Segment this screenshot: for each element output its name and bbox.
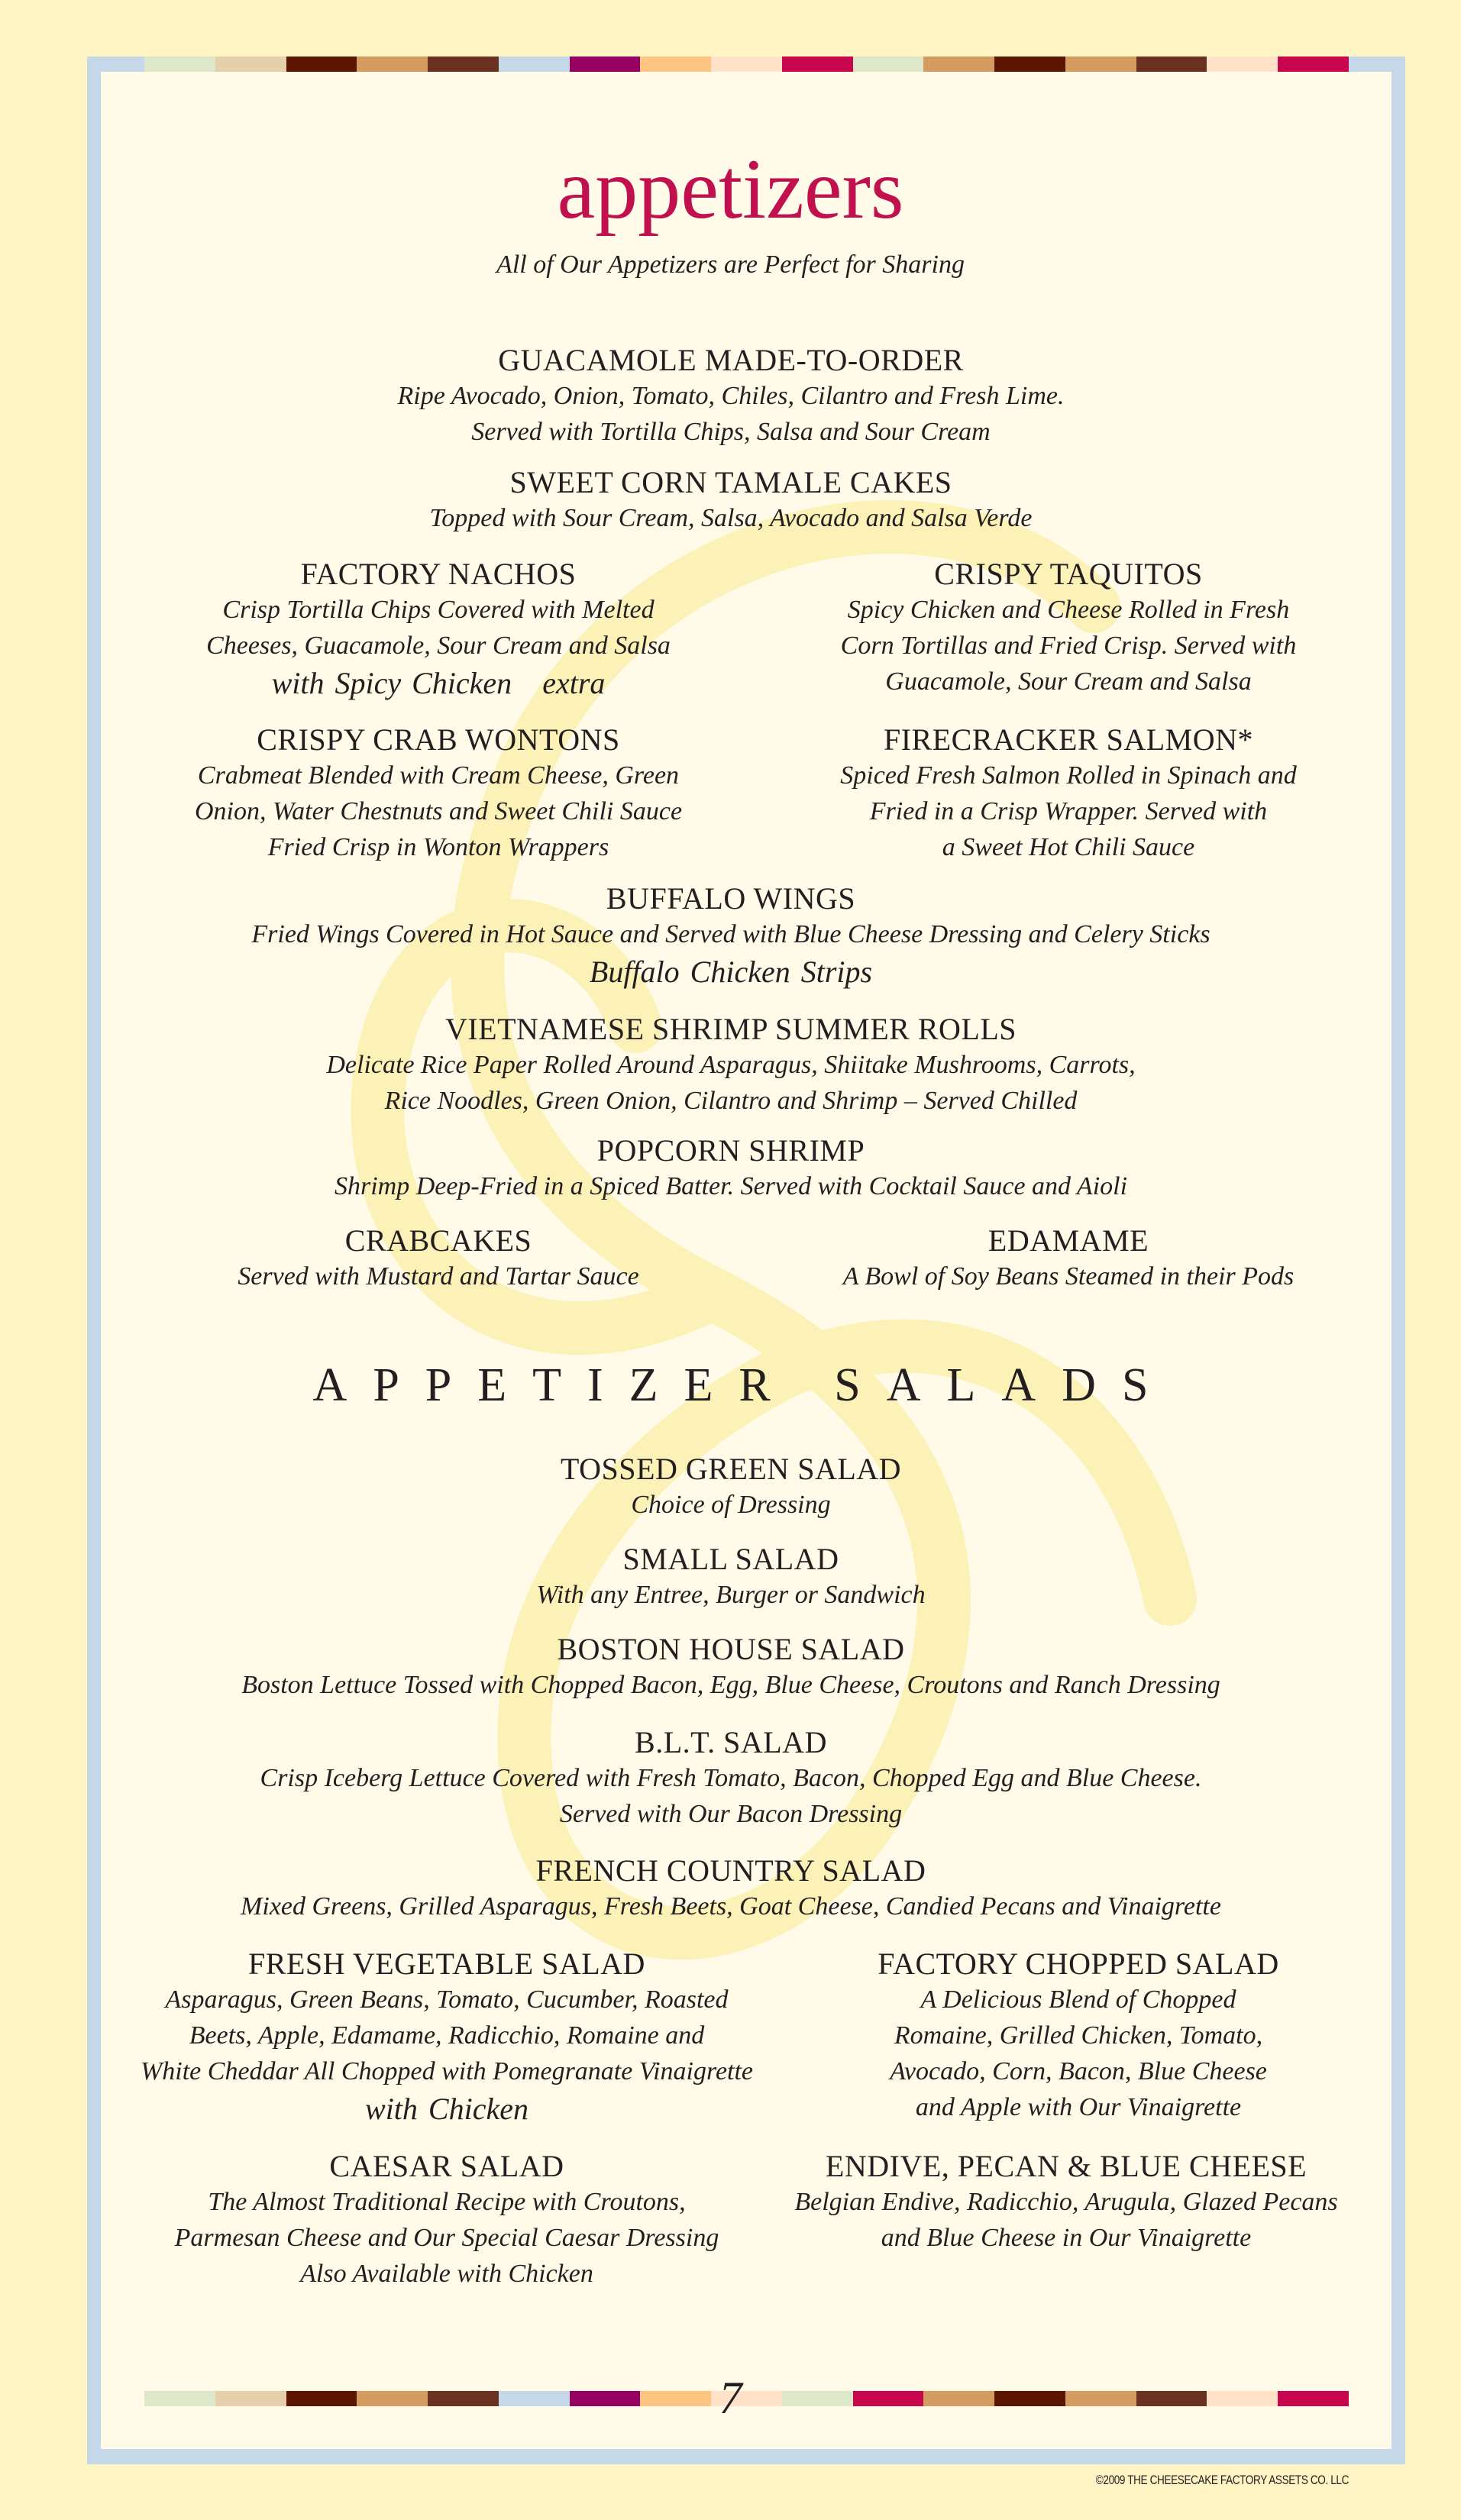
item-description: Served with Our Bacon Dressing xyxy=(559,1800,903,1828)
item-description: White Cheddar All Chopped with Pomegranate Vinaigrette xyxy=(140,2057,754,2085)
item-description: Crisp Iceberg Lettuce Covered with Fresh Tomato, Bacon, Chopped Egg and Blue Cheese. xyxy=(260,1764,1202,1792)
menu-item-caesar-salad xyxy=(175,2148,719,2292)
item-name: SMALL SALAD xyxy=(622,1542,839,1576)
item-description: A Bowl of Soy Beans Steamed in their Pods xyxy=(842,1262,1295,1291)
menu-item-small-salad xyxy=(536,1541,925,1613)
color-swatch xyxy=(286,57,357,72)
menu-item-summer-rolls xyxy=(326,1011,1135,1119)
color-swatch xyxy=(640,57,711,72)
item-description: Parmesan Cheese and Our Special Caesar Dressing xyxy=(174,2224,719,2252)
color-swatch xyxy=(428,57,499,72)
item-name: CAESAR SALAD xyxy=(329,2149,564,2183)
item-description: Fried in a Crisp Wrapper. Served with xyxy=(869,797,1268,825)
item-description: Delicate Rice Paper Rolled Around Asparagus, Shiitake Mushrooms, Carrots, xyxy=(326,1051,1136,1079)
option-label: with Spicy Chicken xyxy=(271,666,512,700)
copyright-notice: ©2009 THE CHEESECAKE FACTORY ASSETS CO. LLC xyxy=(1095,2473,1349,2487)
menu-item-buffalo-wings xyxy=(251,880,1210,992)
item-description: With any Entree, Burger or Sandwich xyxy=(536,1581,926,1609)
menu-item-french-country-salad xyxy=(241,1853,1221,1924)
item-name: CRISPY CRAB WONTONS xyxy=(257,722,620,757)
page-subtitle: All of Our Appetizers are Perfect for Sharing xyxy=(496,250,965,279)
menu-item-blt-salad xyxy=(260,1724,1202,1832)
menu-item-firecracker-salmon xyxy=(840,722,1296,865)
item-description: Beets, Apple, Edamame, Radicchio, Romaine and xyxy=(189,2021,705,2050)
item-description: Guacamole, Sour Cream and Salsa xyxy=(885,667,1252,696)
item-description: Spiced Fresh Salmon Rolled in Spinach and xyxy=(840,761,1297,790)
color-swatch xyxy=(1278,57,1349,72)
top-color-bar xyxy=(144,57,1349,72)
option-note: extra xyxy=(542,666,606,700)
menu-item-endive-pecan-salad xyxy=(794,2148,1337,2256)
item-description: Crisp Tortilla Chips Covered with Melted xyxy=(222,596,655,624)
item-description: Boston Lettuce Tossed with Chopped Bacon, Egg, Blue Cheese, Croutons and Ranch Dressing xyxy=(241,1671,1220,1699)
item-description: Belgian Endive, Radicchio, Arugula, Glazed Pecans xyxy=(794,2188,1338,2216)
item-name: FIRECRACKER SALMON* xyxy=(883,722,1253,757)
item-description: Topped with Sour Cream, Salsa, Avocado and Salsa Verde xyxy=(429,504,1033,532)
item-name: ENDIVE, PECAN & BLUE CHEESE xyxy=(825,2149,1307,2183)
item-description: and Blue Cheese in Our Vinaigrette xyxy=(881,2224,1252,2252)
item-option xyxy=(206,664,671,703)
item-description: Fried Crisp in Wonton Wrappers xyxy=(267,833,609,861)
menu-item-boston-house-salad xyxy=(241,1631,1220,1703)
menu-item-guacamole xyxy=(398,342,1065,450)
item-name: GUACAMOLE MADE-TO-ORDER xyxy=(498,343,964,377)
color-swatch xyxy=(357,57,428,72)
item-description: Mixed Greens, Grilled Asparagus, Fresh Beets, Goat Cheese, Candied Pecans and Vinaigrette xyxy=(241,1892,1221,1921)
item-option: with Chicken xyxy=(365,2092,528,2126)
item-description: Romaine, Grilled Chicken, Tomato, xyxy=(894,2021,1263,2050)
color-swatch xyxy=(782,57,853,72)
item-name: BOSTON HOUSE SALAD xyxy=(557,1632,905,1666)
menu-item-fresh-vegetable-salad xyxy=(141,1946,753,2129)
item-description: and Apple with Our Vinaigrette xyxy=(915,2093,1242,2121)
item-name: FRESH VEGETABLE SALAD xyxy=(248,1947,645,1981)
item-description: Asparagus, Green Beans, Tomato, Cucumber, Roasted xyxy=(165,1985,729,2014)
item-name: FACTORY NACHOS xyxy=(300,557,577,591)
item-name: BUFFALO WINGS xyxy=(606,881,856,916)
page-title: appetizers xyxy=(557,142,904,237)
item-description: Also Available with Chicken xyxy=(300,2260,593,2288)
color-swatch xyxy=(994,57,1065,72)
item-name: EDAMAME xyxy=(987,1223,1149,1258)
item-option: Buffalo Chicken Strips xyxy=(589,955,873,989)
color-swatch xyxy=(923,57,994,72)
item-description: Fried Wings Covered in Hot Sauce and Served with Blue Cheese Dressing and Celery Sticks xyxy=(251,920,1210,948)
color-swatch xyxy=(1136,57,1207,72)
color-swatch xyxy=(144,57,215,72)
menu-item-taquitos xyxy=(841,556,1297,699)
item-description: a Sweet Hot Chili Sauce xyxy=(942,833,1195,861)
item-description: Served with Tortilla Chips, Salsa and Sour Cream xyxy=(471,418,991,446)
item-description: Rice Noodles, Green Onion, Cilantro and Shrimp – Served Chilled xyxy=(384,1087,1078,1115)
item-name: CRISPY TAQUITOS xyxy=(934,557,1203,591)
color-swatch xyxy=(1207,57,1278,72)
section-heading-appetizer-salads: APPETIZER SALADS xyxy=(312,1359,1175,1411)
item-description: Ripe Avocado, Onion, Tomato, Chiles, Cilantro and Fresh Lime. xyxy=(397,382,1065,410)
item-description: Shrimp Deep-Fried in a Spiced Batter. Served with Cocktail Sauce and Aioli xyxy=(334,1172,1128,1200)
menu-item-tossed-green-salad xyxy=(561,1451,901,1523)
color-swatch xyxy=(499,57,570,72)
menu-item-crab-wontons xyxy=(195,722,682,865)
item-description: Cheeses, Guacamole, Sour Cream and Salsa xyxy=(206,632,671,660)
menu-item-crabcakes xyxy=(238,1223,638,1294)
item-name: SWEET CORN TAMALE CAKES xyxy=(509,465,952,499)
item-description: Avocado, Corn, Bacon, Blue Cheese xyxy=(890,2057,1267,2085)
color-swatch xyxy=(1065,57,1136,72)
menu-item-nachos xyxy=(206,556,671,703)
color-swatch xyxy=(215,57,286,72)
menu-item-factory-chopped-salad xyxy=(878,1946,1278,2125)
item-description: Corn Tortillas and Fried Crisp. Served with xyxy=(840,632,1297,660)
menu-item-tamale-cakes xyxy=(430,464,1033,536)
item-description: Choice of Dressing xyxy=(631,1491,831,1519)
item-description: A Delicious Blend of Chopped xyxy=(920,1985,1236,2014)
color-swatch xyxy=(853,57,924,72)
color-swatch xyxy=(570,57,641,72)
item-name: VIETNAMESE SHRIMP SUMMER ROLLS xyxy=(444,1012,1017,1046)
item-name: CRABCAKES xyxy=(344,1223,532,1258)
item-name: FRENCH COUNTRY SALAD xyxy=(535,1853,926,1888)
item-description: Crabmeat Blended with Cream Cheese, Green xyxy=(197,761,680,790)
color-swatch xyxy=(711,57,782,72)
item-name: B.L.T. SALAD xyxy=(635,1725,827,1759)
item-description: Served with Mustard and Tartar Sauce xyxy=(238,1262,639,1291)
item-description: Onion, Water Chestnuts and Sweet Chili Sauce xyxy=(194,797,683,825)
menu-item-popcorn-shrimp xyxy=(335,1132,1127,1204)
item-name: FACTORY CHOPPED SALAD xyxy=(878,1947,1279,1981)
item-description: Spicy Chicken and Cheese Rolled in Fresh xyxy=(847,596,1290,624)
item-description: The Almost Traditional Recipe with Croutons, xyxy=(208,2188,686,2216)
page-number: 7 xyxy=(719,2373,742,2423)
menu-item-edamame xyxy=(843,1223,1295,1294)
item-name: POPCORN SHRIMP xyxy=(596,1133,865,1168)
item-name: TOSSED GREEN SALAD xyxy=(560,1452,902,1486)
